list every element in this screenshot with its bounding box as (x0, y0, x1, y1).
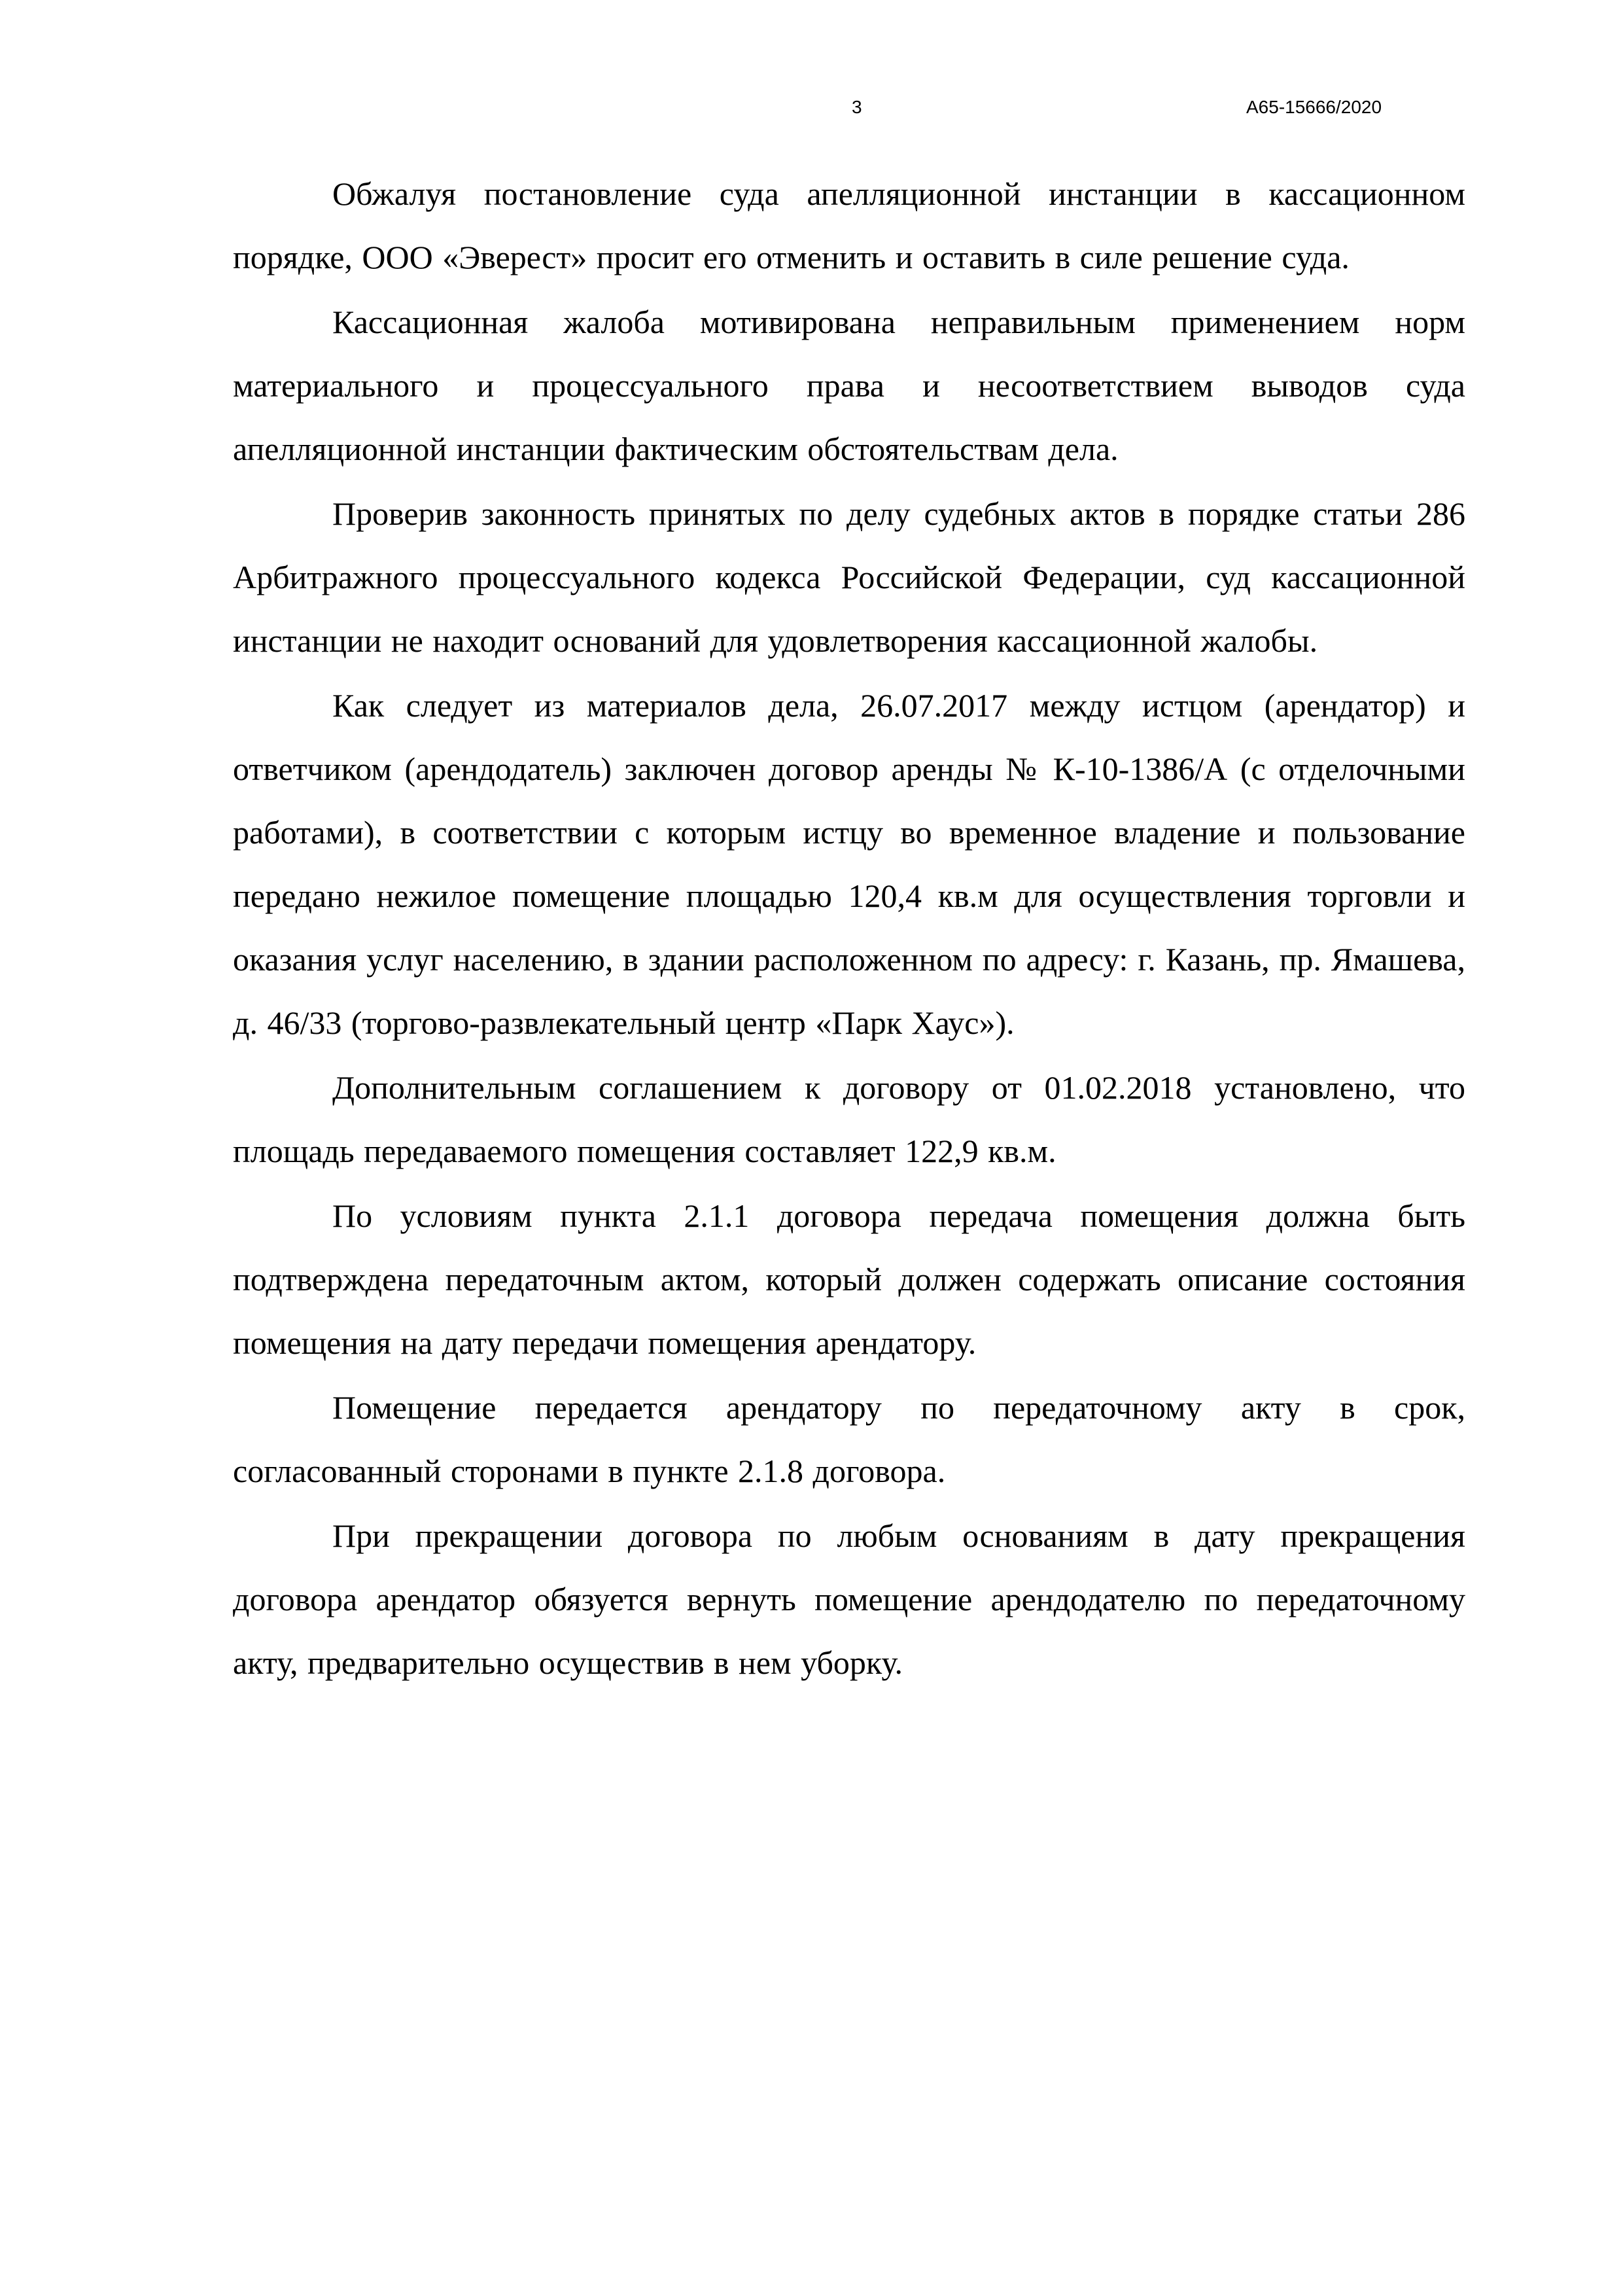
paragraph-contract-termination: При прекращении договора по любым основаниям в дату прекращения договора арендатор обязуется вернуть помещение арендодателю по передаточному акту, предварительно осуществив в нем уборку. (233, 1517, 1465, 1681)
page-header (0, 97, 1623, 123)
page-number: 3 (852, 97, 862, 117)
paragraph-transfer-act: По условиям пункта 2.1.1 договора передача помещения должна быть подтверждена передаточным актом, который должен содержать описание состояния помещения на дату передачи помещения арендатору. (233, 1197, 1465, 1361)
paragraph-additional-agreement: Дополнительным соглашением к договору от 01.02.2018 установлено, что площадь передаваемого помещения составляет 122,9 кв.м. (233, 1069, 1465, 1169)
paragraph-appeal-request: Обжалуя постановление суда апелляционной инстанции в кассационном порядке, ООО «Эверест» просит его отменить и оставить в силе решение суда. (233, 175, 1465, 275)
document-body (233, 162, 1465, 1696)
paragraph-complaint-grounds: Кассационная жалоба мотивирована неправильным применением норм материального и процессуального права и несоответствием выводов суда апелляционной инстанции фактическим обстоятельствам дела. (233, 304, 1465, 467)
paragraph-transfer-term: Помещение передается арендатору по передаточному акту в срок, согласованный сторонами в пункте 2.1.8 договора. (233, 1389, 1465, 1489)
paragraph-legality-check: Проверив законность принятых по делу судебных актов в порядке статьи 286 Арбитражного процессуального кодекса Российской Федерации, суд кассационной инстанции не находит оснований для удовлетворения кассационной жалобы. (233, 495, 1465, 659)
paragraph-lease-contract: Как следует из материалов дела, 26.07.2017 между истцом (арендатор) и ответчиком (арендодатель) заключен договор аренды № К-10-1386/А (с отделочными работами), в соответствии с которым истцу во временное владение и пользование передано нежилое помещение площадью 120,4 кв.м для осуществления торговли и оказания услуг населению, в здании расположенном по адресу: г. Казань, пр. Ямашева, д. 46/33 (торгово-развлекательный центр «Парк Хаус»). (233, 687, 1465, 1041)
case-number: А65-15666/2020 (1246, 97, 1382, 117)
